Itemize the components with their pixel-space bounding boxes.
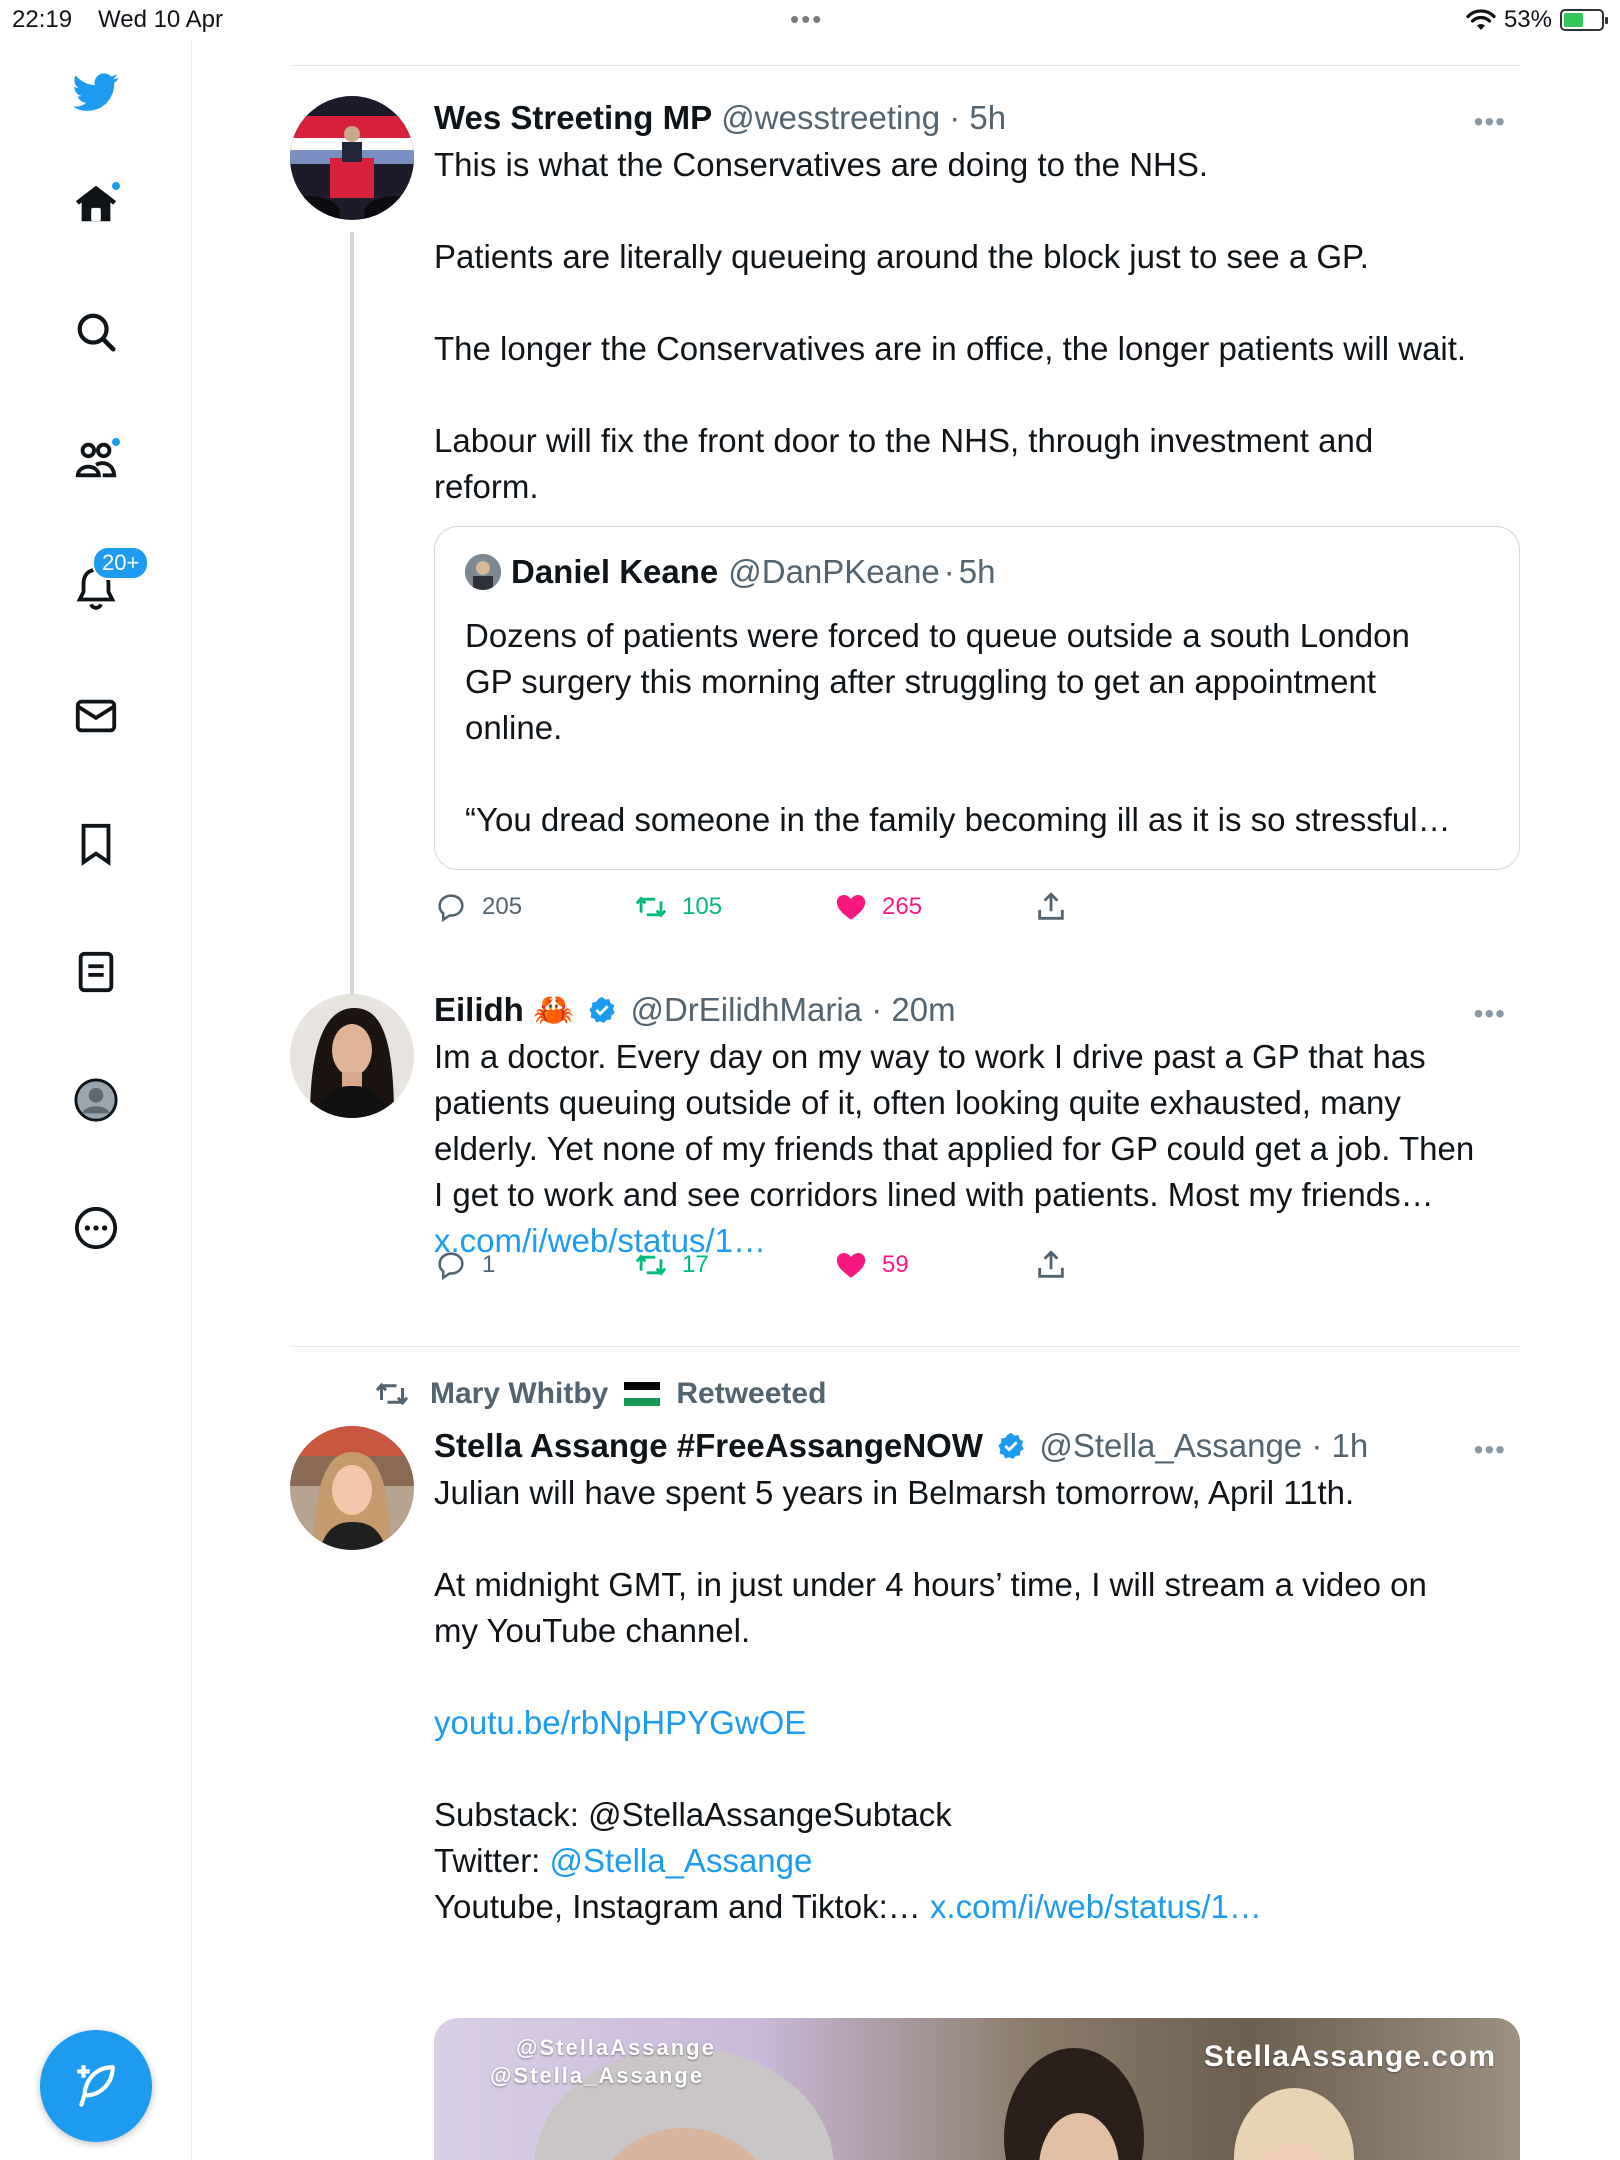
battery-percent: 53%	[1503, 6, 1552, 33]
tweet-time[interactable]: 1h	[1331, 1427, 1369, 1464]
tweet-body	[434, 988, 1520, 1264]
status-date: Wed 10 Apr	[98, 6, 223, 33]
sidebar	[0, 40, 192, 2160]
wifi-icon	[1466, 8, 1496, 32]
tweet-line: This is what the Conservatives are doing to the NHS.	[434, 146, 1209, 183]
tweet-more-icon[interactable]: •••	[1473, 998, 1506, 1029]
quoted-tweet-header	[465, 553, 995, 591]
media-brand-text: StellaAssange.com	[1203, 2040, 1496, 2073]
tweet-time[interactable]: 5h	[969, 99, 1007, 136]
palestine-flag-icon	[624, 1382, 660, 1406]
author-handle[interactable]: @DrEilidhMaria	[630, 991, 863, 1028]
thread-line	[350, 232, 354, 994]
tweet-line: Labour will fix the front door to the NHS, through investment and	[434, 422, 1374, 459]
media-handle-twitter: @Stella_Assange	[490, 2063, 705, 2088]
retweeted-label: Retweeted	[676, 1377, 827, 1410]
retweeter-name: Mary Whitby	[430, 1377, 609, 1410]
reply-icon	[434, 1248, 468, 1282]
share-icon	[1034, 890, 1068, 924]
tweet-line: Julian will have spent 5 years in Belmarsh tomorrow, April 11th.	[434, 1474, 1355, 1511]
tweet-text	[434, 142, 1520, 510]
reply-button[interactable]	[434, 890, 522, 924]
mention-link[interactable]: @Stella_Assange	[549, 1842, 813, 1879]
nav-bookmarks[interactable]	[70, 818, 122, 870]
reply-count: 1	[482, 1251, 496, 1278]
twitter-logo-icon[interactable]	[70, 66, 122, 118]
retweet-icon	[634, 890, 668, 924]
tweet-media-image[interactable]	[434, 2018, 1520, 2160]
twitter-prefix: Twitter:	[434, 1842, 550, 1879]
tweet-line: Patients are literally queueing around the block just to see a GP.	[434, 238, 1369, 275]
nav-notifications[interactable]	[70, 550, 140, 614]
separator: ·	[871, 991, 883, 1028]
home-unread-dot	[110, 180, 122, 192]
author-handle[interactable]: @wesstreeting	[721, 99, 941, 136]
tweet-line	[434, 1884, 1520, 1930]
quoted-tweet-text	[465, 613, 1485, 843]
tweet-line: Im a doctor. Every day on my way to work I drive past a GP that has	[434, 1038, 1426, 1075]
quoted-tweet[interactable]	[434, 526, 1520, 870]
tweet-divider	[290, 1346, 1520, 1347]
retweet-button[interactable]	[634, 890, 722, 924]
nav-lists[interactable]	[70, 946, 122, 998]
mail-icon	[73, 693, 119, 739]
compose-tweet-button[interactable]	[40, 2030, 152, 2142]
youtube-link[interactable]: youtu.be/rbNpHPYGwOE	[434, 1704, 807, 1741]
search-icon	[73, 309, 119, 355]
tweet-line: reform.	[434, 468, 539, 505]
author-handle[interactable]: @Stella_Assange	[1039, 1427, 1303, 1464]
avatar-icon	[73, 1077, 119, 1123]
quoted-avatar	[465, 554, 501, 590]
multitask-dots-icon[interactable]: •••	[790, 4, 824, 34]
author-emoji: 🦀	[533, 990, 575, 1029]
tweet-header	[434, 96, 1520, 140]
reply-button[interactable]	[434, 1248, 495, 1282]
verified-badge-icon	[587, 995, 617, 1025]
avatar[interactable]	[290, 994, 414, 1118]
avatar[interactable]	[290, 1426, 414, 1550]
quoted-line: GP surgery this morning after struggling to get an appointment	[465, 663, 1377, 700]
separator: ·	[949, 99, 961, 136]
tweet-line: At midnight GMT, in just under 4 hours’ time, I will stream a video on	[434, 1566, 1427, 1603]
like-button[interactable]	[834, 1248, 909, 1282]
notifications-badge: 20+	[92, 546, 149, 580]
tweet-line: I get to work and see corridors lined with patients. Most my friends…	[434, 1176, 1434, 1213]
retweet-icon	[634, 1248, 668, 1282]
status-time: 22:19	[12, 6, 73, 33]
tweet-actions	[434, 890, 1134, 930]
battery-icon	[1560, 9, 1604, 31]
tweet-header	[434, 988, 1520, 1032]
lists-icon	[73, 949, 119, 995]
tweet-line	[434, 1838, 1520, 1884]
verified-badge-icon	[996, 1431, 1026, 1461]
communities-unread-dot	[110, 436, 122, 448]
retweet-count: 105	[682, 893, 723, 920]
tweet-line: my YouTube channel.	[434, 1612, 751, 1649]
bookmark-icon	[73, 821, 119, 867]
nav-profile[interactable]	[70, 1074, 122, 1126]
more-circle-icon	[73, 1205, 119, 1251]
heart-filled-icon	[834, 890, 868, 924]
quoted-author-name: Daniel Keane	[511, 553, 719, 590]
nav-explore[interactable]	[70, 306, 122, 358]
nav-communities[interactable]	[70, 434, 122, 486]
feed-top-divider	[290, 65, 1520, 66]
tweet-line: elderly. Yet none of my friends that applied for GP could get a job. Then	[434, 1130, 1475, 1167]
separator: ·	[943, 553, 955, 590]
tweet-header	[434, 1424, 1520, 1468]
tweet-line: Substack: @StellaAssangeSubtack	[434, 1796, 952, 1833]
retweet-button[interactable]	[634, 1248, 709, 1282]
quoted-line: “You dread someone in the family becoming ill as it is so stressful…	[465, 801, 1451, 838]
retweet-icon	[374, 1376, 410, 1412]
share-button[interactable]	[1034, 890, 1068, 924]
media-handles	[454, 2034, 716, 2090]
socials-prefix: Youtube, Instagram and Tiktok:…	[434, 1888, 930, 1925]
tweet-time[interactable]: 20m	[891, 991, 956, 1028]
quoted-tweet-time: 5h	[958, 553, 996, 590]
like-count: 265	[882, 893, 923, 920]
tweet-link[interactable]: x.com/i/web/status/1…	[434, 1222, 766, 1259]
heart-filled-icon	[834, 1248, 868, 1282]
battery-fill	[1564, 13, 1583, 27]
tweet-text	[434, 1034, 1520, 1264]
tweet-line: The longer the Conservatives are in office, the longer patients will wait.	[434, 330, 1467, 367]
status-bar	[0, 0, 1620, 40]
tweet-body	[434, 96, 1520, 510]
retweeted-by[interactable]	[374, 1376, 826, 1412]
nav-messages[interactable]	[70, 690, 122, 742]
quoted-line: online.	[465, 709, 563, 746]
like-button[interactable]	[834, 890, 922, 924]
author-name[interactable]: Eilidh	[434, 991, 524, 1028]
tweet-actions	[434, 1248, 1134, 1288]
quoted-author-handle: @DanPKeane	[728, 553, 940, 590]
tweet-more-icon[interactable]: •••	[1473, 1434, 1506, 1465]
share-button[interactable]	[1034, 1248, 1068, 1282]
reply-count: 205	[482, 893, 523, 920]
tweet-line: patients queuing outside of it, often looking quite exhausted, many	[434, 1084, 1401, 1121]
separator: ·	[1311, 1427, 1323, 1464]
compose-feather-icon	[71, 2061, 121, 2111]
retweet-count: 17	[682, 1251, 709, 1278]
quoted-line: Dozens of patients were forced to queue outside a south London	[465, 617, 1410, 654]
reply-icon	[434, 890, 468, 924]
tweet-text	[434, 1470, 1520, 1930]
status-right	[1466, 6, 1604, 34]
author-name[interactable]: Stella Assange #FreeAssangeNOW	[434, 1427, 983, 1464]
author-name[interactable]: Wes Streeting MP	[434, 99, 713, 136]
tweet-link[interactable]: x.com/i/web/status/1…	[929, 1888, 1262, 1925]
tweet-body	[434, 1424, 1520, 1930]
avatar[interactable]	[290, 96, 414, 220]
share-icon	[1034, 1248, 1068, 1282]
like-count: 59	[882, 1251, 909, 1278]
nav-home[interactable]	[70, 178, 122, 230]
media-handle-instagram: @StellaAssange	[516, 2035, 716, 2060]
tweet-more-icon[interactable]: •••	[1473, 106, 1506, 137]
nav-more[interactable]	[70, 1202, 122, 1254]
